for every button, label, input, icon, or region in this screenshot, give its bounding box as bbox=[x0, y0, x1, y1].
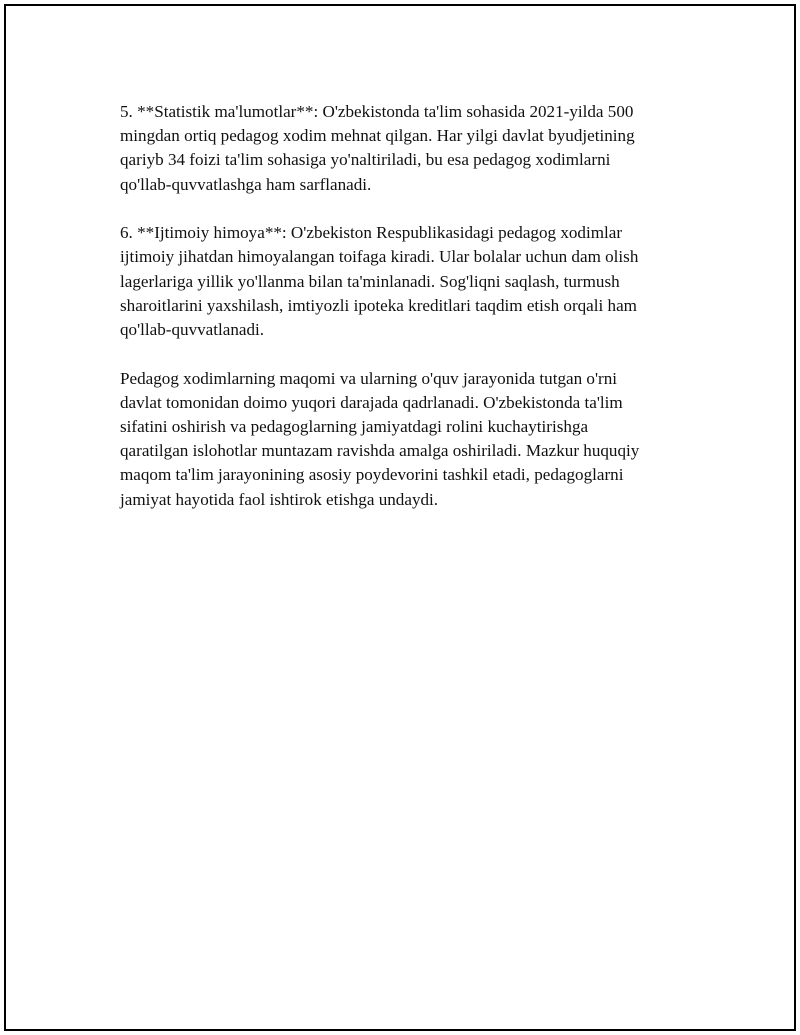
document-page bbox=[4, 4, 796, 1031]
paragraph-statistics: 5. **Statistik ma'lumotlar**: O'zbekistonda ta'lim sohasida 2021-yilda 500 mingdan ortiq pedagog xodim mehnat qilgan. Har yilgi davlat byudjetining qariyb 34 foizi ta'lim sohasiga yo'naltiriladi, bu esa pedagog xodimlarni qo'llab-quvvatlashga ham sarflanadi. bbox=[120, 102, 635, 194]
document-body bbox=[120, 100, 700, 536]
paragraph-social-protection: 6. **Ijtimoiy himoya**: O'zbekiston Respublikasidagi pedagog xodimlar ijtimoiy jihatdan himoyalangan toifaga kiradi. Ular bolalar uchun dam olish lagerlariga yillik yo'llanma bilan ta'minlanadi. Sog'liqni saqlash, turmush sharoitlarini yaxshilash, imtiyozli ipoteka kreditlari taqdim etish orqali ham qo'llab-quvvatlanadi. bbox=[120, 223, 639, 340]
paragraph-conclusion: Pedagog xodimlarning maqomi va ularning o'quv jarayonida tutgan o'rni davlat tomonidan doimo yuqori darajada qadrlanadi. O'zbekistonda ta'lim sifatini oshirish va pedagoglarning jamiyatdagi rolini kuchaytirishga qaratilgan islohotlar muntazam ravishda amalga oshiriladi. Mazkur huquqiy maqom ta'lim jarayonining asosiy poydevorini tashkil etadi, pedagoglarni jamiyat hayotida faol ishtirok etishga undaydi. bbox=[120, 368, 640, 509]
